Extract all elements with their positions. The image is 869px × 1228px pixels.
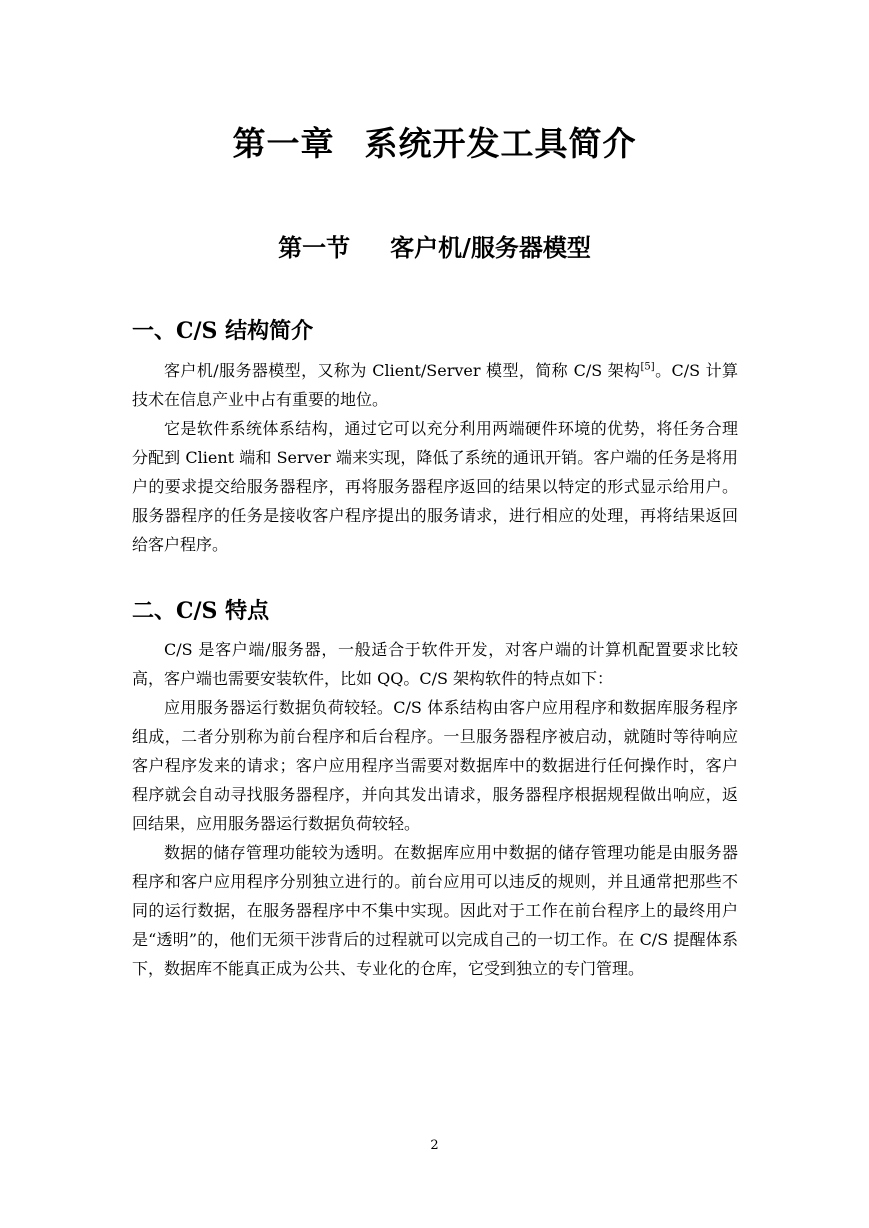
heading-cs-structure: 一、C/S 结构简介 <box>132 318 314 344</box>
page-number: 2 <box>430 1138 439 1153</box>
chapter-label: 第一章 <box>232 124 335 163</box>
chapter-title <box>0 118 869 165</box>
paragraph-data-storage: 数据的储存管理功能较为透明。在数据库应用中数据的储存管理功能是由服务器程序和客户应用程序分别独立进行的。前台应用可以违反的规则，并且通常把那些不同的运行数据，在服务器程序中不集中实现。因此对于工作在前台程序上的最终用户是“透明”的，他们无须干涉背后的过程就可以完成自己的一切工作。在 C/S 提醒体系下，数据库不能真正成为公共、专业化的仓库，它受到独立的专门管理。 <box>132 843 738 978</box>
section-label: 第一节 <box>278 233 351 262</box>
paragraph-cs-architecture: 它是软件系统体系结构，通过它可以充分利用两端硬件环境的优势，将任务合理分配到 Client 端和 Server 端来实现，降低了系统的通讯开销。客户端的任务是将用户的要求提交给服务器程序，再将服务器程序返回的结果以特定的形式显示给用户。服务器程序的任务是接收客户程序提出的服务请求，进行相应的处理，再将结果返回给客户程序。 <box>132 419 738 554</box>
paragraph-text: 。C/S 计算技术在信息产业中占有重要的地位。 <box>132 361 738 409</box>
citation-reference: [5] <box>640 361 655 373</box>
paragraph-text: 客户机/服务器模型，又称为 Client/Server 模型，简称 C/S 架构 <box>164 361 641 380</box>
paragraph-server-load: 应用服务器运行数据负荷较轻。C/S 体系结构由客户应用程序和数据库服务程序组成，二者分别称为前台程序和后台程序。一旦服务器程序被启动，就随时等待响应客户程序发来的请求；客户应用程序当需要对数据库中的数据进行任何操作时，客户程序就会自动寻找服务器程序，并向其发出请求，服务器程序根据规程做出响应，返回结果，应用服务器运行数据负荷较轻。 <box>132 698 738 833</box>
chapter-title-text: 系统开发工具简介 <box>364 124 637 163</box>
section-title <box>0 228 869 263</box>
section-title-text: 客户机/服务器模型 <box>390 233 591 262</box>
paragraph-cs-definition <box>132 356 738 414</box>
paragraph-cs-overview: C/S 是客户端/服务器，一般适合于软件开发，对客户端的计算机配置要求比较高，客户端也需要安装软件，比如 QQ。C/S 架构软件的特点如下： <box>132 640 738 688</box>
heading-cs-features: 二、C/S 特点 <box>132 598 270 624</box>
